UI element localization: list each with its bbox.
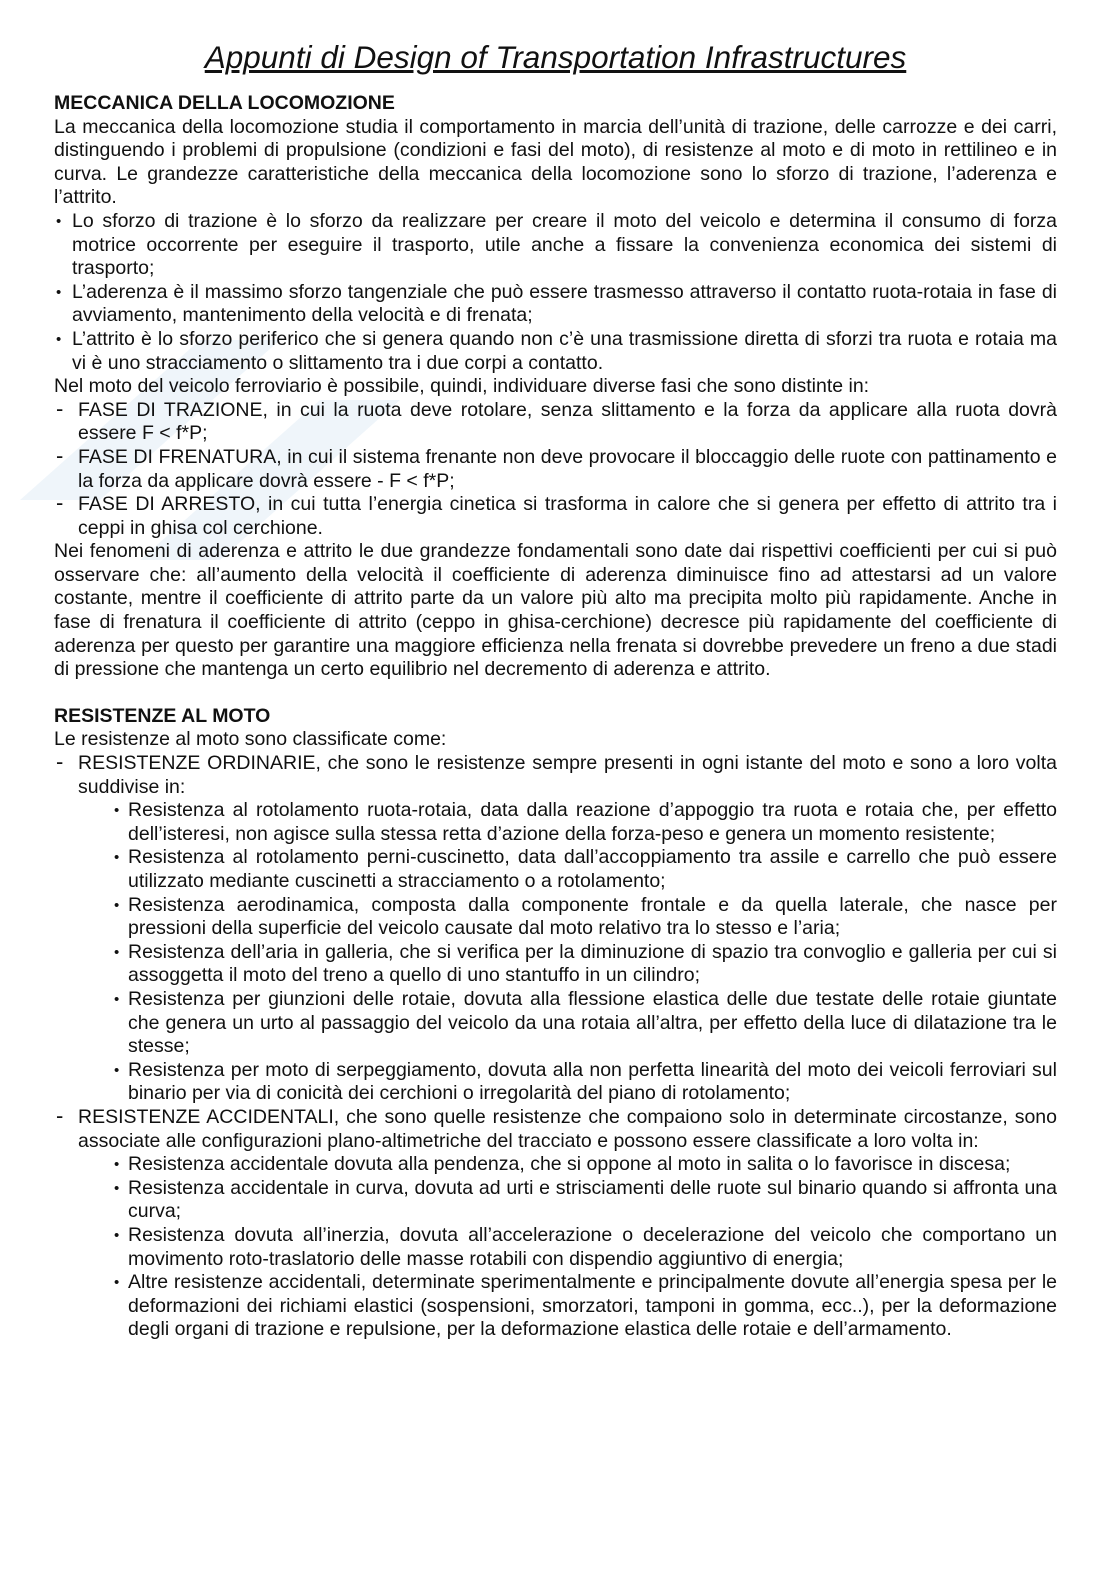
list-item: • Lo sforzo di trazione è lo sforzo da realizzare per creare il moto del veicolo e determina il consumo di forza motrice occorrente per eseguire il trasporto, utile anche a fissare la convenienza economica dei sistemi di trasporto; [54,210,1057,281]
section-heading-meccanica: MECCANICA DELLA LOCOMOZIONE [54,92,395,114]
list-item [54,1106,1057,1342]
list-item [54,752,1057,1106]
phases-list [54,399,1057,541]
ordinarie-sub-list [104,799,1057,1106]
list-item: - FASE DI ARRESTO, in cui tutta l’energia cinetica si trasforma in calore che si genera per effetto di attrito tra i ceppi in ghisa col cerchione. [54,493,1057,540]
phases-intro: Nel moto del veicolo ferroviario è possibile, quindi, individuare diverse fasi che sono distinte in: [54,375,870,398]
resistenze-accidentali: RESISTENZE ACCIDENTALI, che sono quelle resistenze che compaiono solo in determinate circostanze, sono associate alle configurazioni plano-altimetriche del tracciato e possono essere classificate a loro volta in: [78,1105,1057,1152]
section2-intro: Le resistenze al moto sono classificate come: [54,728,447,751]
list-item: • L’aderenza è il massimo sforzo tangenziale che può essere trasmesso attraverso il contatto ruota-rotaia in fase di avviamento, mantenimento della velocità e di frenata; [54,281,1057,328]
list-item: • Resistenza per moto di serpeggiamento, dovuta alla non perfetta linearità del moto dei veicoli ferroviari sul binario per via di conicità dei cerchioni o irregolarità del piano di rotolamento; [104,1059,1057,1106]
list-item: • Resistenza dell’aria in galleria, che si verifica per la diminuzione di spazio tra convoglio e galleria per cui si assoggetta il moto del treno a quello di uno stantuffo in un cilindro; [104,941,1057,988]
document-page [54,38,1057,1342]
list-item: • Resistenza al rotolamento ruota-rotaia, data dalla reazione d’appoggio tra ruota e rotaia che, per effetto dell’isteresi, non agisce sulla stessa retta d’azione della forza-peso e genera un momento resistente; [104,799,1057,846]
resistenze-ordinarie: RESISTENZE ORDINARIE, che sono le resistenze sempre presenti in ogni istante del moto e sono a loro volta suddivise in: [78,752,1057,798]
section1-bullet-list [54,210,1057,375]
resistenze-list [54,752,1057,1342]
accidentali-sub-list [104,1153,1057,1342]
list-item: • Resistenza accidentale dovuta alla pendenza, che si oppone al moto in salita o lo favorisce in discesa; [104,1153,1057,1177]
list-item: • Resistenza aerodinamica, composta dalla componente frontale e da quella laterale, che nasce per pressioni della superficie del veicolo causate dal moto relativo tra lo stesso e l’aria; [104,894,1057,941]
list-item: • Resistenza accidentale in curva, dovuta ad urti e strisciamenti delle ruote sul binario quando si affronta una curva; [104,1177,1057,1224]
section1-closing: Nei fenomeni di aderenza e attrito le due grandezze fondamentali sono date dai rispettivi coefficienti per cui si può osservare che: all’aumento della velocità il coefficiente di aderenza diminuisce fino ad attestarsi ad un valore costante, mentre il coefficiente di attrito parte da un valore più alto ma precipita molto più rapidamente. Anche in fase di frenatura il coefficiente di attrito (ceppo in ghisa-cerchione) decresce più rapidamente del coefficiente di aderenza per questo per garantire una maggiore efficienza nella frenata si dovrebbe prevedere un freno a due stadi di pressione che mantenga un certo equilibrio nel decremento di aderenza e attrito. [54,540,1057,681]
list-item: • Resistenza al rotolamento perni-cuscinetto, data dall’accoppiamento tra assile e carrello che può essere utilizzato mediante cuscinetti a stracciamento o a rotolamento; [104,846,1057,893]
list-item: • Resistenza dovuta all’inerzia, dovuta all’accelerazione o decelerazione del veicolo che comportano un movimento roto-traslatorio delle masse rotabili con dispendio aggiuntivo di energia; [104,1224,1057,1271]
list-item: • Resistenza per giunzioni delle rotaie, dovuta alla flessione elastica delle due testate delle rotaie giuntate che genera un urto al passaggio del veicolo da una rotaia all’altra, per effetto della luce di dilatazione tra le stesse; [104,988,1057,1059]
list-item: • L’attrito è lo sforzo periferico che si genera quando non c’è una trasmissione diretta di sforzi tra ruota e rotaia ma vi è uno stracciamento o slittamento tra i due corpi a contatto. [54,328,1057,375]
section1-intro: La meccanica della locomozione studia il comportamento in marcia dell’unità di trazione, delle carrozze e dei carri, distinguendo i problemi di propulsione (condizioni e fasi del moto), di resistenze al moto e di moto in rettilineo e in curva. Le grandezze caratteristiche della meccanica della locomozione sono lo sforzo di trazione, l’aderenza e l’attrito. [54,115,1057,209]
list-item: • Altre resistenze accidentali, determinate sperimentalmente e principalmente dovute all’energia spesa per le deformazioni dei richiami elastici (sospensioni, smorzatori, tamponi in gomma, ecc..), per la deformazione degli organi di trazione e repulsione, per la deformazione elastica delle rotaie e dell’armamento. [104,1271,1057,1342]
page-title: Appunti di Design of Transportation Infrastructures [204,39,907,75]
list-item: - FASE DI FRENATURA, in cui il sistema frenante non deve provocare il bloccaggio delle ruote con pattinamento e la forza da applicare dovrà essere - F < f*P; [54,446,1057,493]
section-heading-resistenze: RESISTENZE AL MOTO [54,704,271,727]
list-item: - FASE DI TRAZIONE, in cui la ruota deve rotolare, senza slittamento e la forza da applicare alla ruota dovrà essere F < f*P; [54,399,1057,446]
